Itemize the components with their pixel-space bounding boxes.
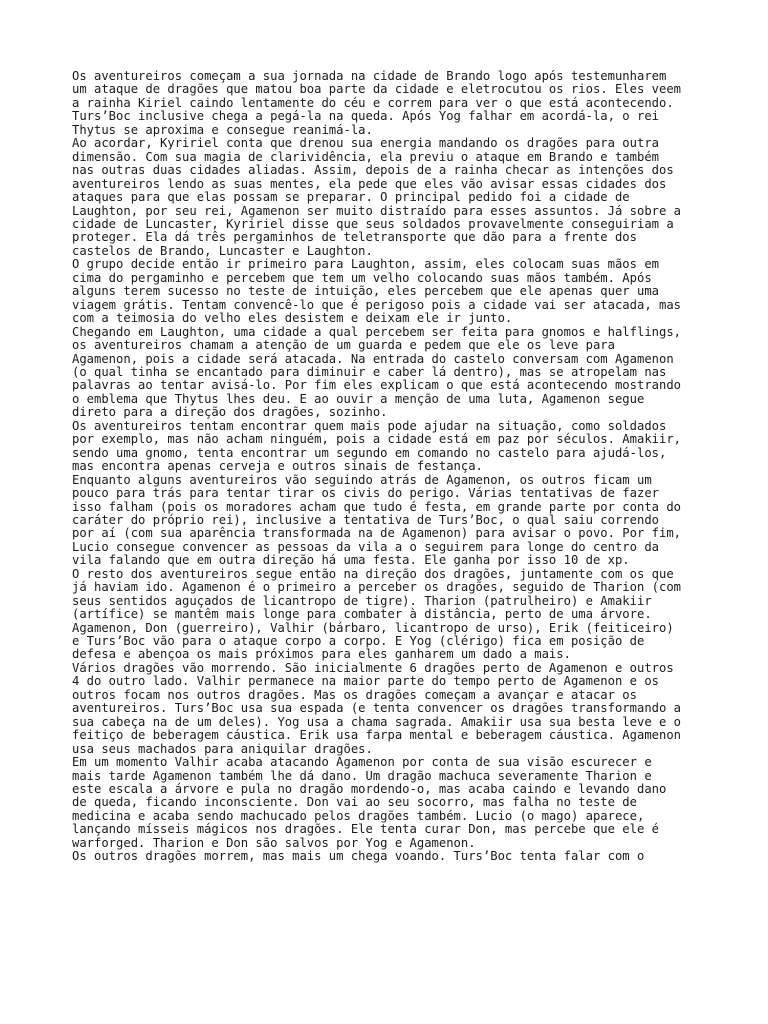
paragraph-6: Enquanto alguns aventureiros vão seguindo atrás de Agamenon, os outros ficam um pouco para trás para tentar tirar os civis do perigo. Várias tentativas de fazer isso falham (pois os moradores acham que tudo é festa, em grande parte por conta do caráter do próprio rei), inclusive a tentativa de Turs’Boc, o qual saiu correndo por aí (com sua aparência transformada na de Agamenon) para avisar o povo. Por fim, Lucio consegue convencer as pessoas da vila a o seguirem para longe do centro da vila falando que em outra direção há uma festa. Ele ganha por isso 10 de xp. <box>72 472 682 568</box>
paragraph-7: O resto dos aventureiros segue então na direção dos dragões, juntamente com os que já haviam ido. Agamenon é o primeiro a perceber os dragões, seguido de Tharion (com seus sentidos aguçados de licantropo de tigre). Tharion (patrulheiro) e Amakiir (artífice) se mantêm mais longe para combater à distância, perto de uma árvore. Agamenon, Don (guerreiro), Valhir (bárbaro, licantropo de urso), Erik (feiticeiro) e Turs’Boc vão para o ataque corpo a corpo. E Yog (clérigo) fica em posição de defesa e abençoa os mais próximos para eles ganharem um dado a mais. <box>72 566 682 662</box>
paragraph-8: Vários dragões vão morrendo. São inicialmente 6 dragões perto de Agamenon e outros 4 do outro lado. Valhir permanece na maior parte do tempo perto de Agamenon e os outros focam nos outros dragões. Mas os dragões começam a avançar e atacar os aventureiros. Turs’Boc usa sua espada (e tenta convencer os dragões transformando a sua cabeça na de um deles). Yog usa a chama sagrada. Amakiir usa sua besta leve e o feitiço de beberagem cáustica. Erik usa farpa mental e beberagem cáustica. Agamenon usa seus machados para aniquilar dragões. <box>72 660 682 756</box>
paragraph-4: Chegando em Laughton, uma cidade a qual percebem ser feita para gnomos e halflings, os aventureiros chamam a atenção de um guarda e pedem que ele os leve para Agamenon, pois a cidade será atacada. Na entrada do castelo conversam com Agamenon (o qual tinha se encantado para diminuir e caber lá dentro), mas se atropelam nas palavras ao tentar avisá-lo. Por fim eles explicam o que está acontecendo mostrando o emblema que Thytus lhes deu. E ao ouvir a menção de uma luta, Agamenon segue direto para a direção dos dragões, sozinho. <box>72 324 682 420</box>
paragraph-2: Ao acordar, Kyririel conta que drenou sua energia mandando os dragões para outra dimensão. Com sua magia de clarividência, ela previu o ataque em Brando e também nas outras duas cidades aliadas. Assim, depois de a rainha checar as intenções dos aventureiros lendo as suas mentes, ela pede que eles vão avisar essas cidades dos ataques para que elas possam se preparar. O principal pedido foi a cidade de Laughton, por seu rei, Agamenon ser muito distraído para esses assuntos. Já sobre a cidade de Luncaster, Kyririel disse que seus soldados provavelmente conseguiriam a proteger. Ela dá três pergaminhos de teletransporte que dão para a frente dos castelos de Brando, Luncaster e Laughton. <box>72 136 682 258</box>
document-page <box>72 70 712 1024</box>
paragraph-9: Em um momento Valhir acaba atacando Agamenon por conta de sua visão escurecer e mais tarde Agamenon também lhe dá dano. Um dragão machuca severamente Tharion e este escala a árvore e pula no dragão mordendo-o, mas acaba caindo e levando dano de queda, ficando inconsciente. Don vai ao seu socorro, mas falha no teste de medicina e acaba sendo machucado pelos dragões também. Lucio (o mago) aparece, lançando mísseis mágicos nos dragões. Ele tenta curar Don, mas percebe que ele é warforged. Tharion e Don são salvos por Yog e Agamenon. <box>72 755 667 850</box>
paragraph-1: Os aventureiros começam a sua jornada na cidade de Brando logo após testemunharem um ataque de dragões que matou boa parte da cidade e eletrocutou os rios. Eles veem a rainha Kiriel caindo lentamente do céu e correm para ver o que está acontecendo. Turs’Boc inclusive chega a pegá-la na queda. Após Yog falhar em acordá-la, o rei Thytus se aproxima e consegue reanimá-la. <box>72 70 682 137</box>
paragraph-10: Os outros dragões morrem, mas mais um chega voando. Turs’Boc tenta falar com o <box>72 849 645 864</box>
paragraph-5: Os aventureiros tentam encontrar quem mais pode ajudar na situação, como soldados por exemplo, mas não acham ninguém, pois a cidade está em paz por séculos. Amakiir, sendo uma gnomo, tenta encontrar um segundo em comando no castelo para ajudá-los, mas encontra apenas cerveja e outros sinais de festança. <box>72 418 682 474</box>
paragraph-3: O grupo decide então ir primeiro para Laughton, assim, eles colocam suas mãos em cima do pergaminho e percebem que tem um velho colocando suas mãos também. Após alguns terem sucesso no teste de intuição, eles percebem que ele apenas quer uma viagem grátis. Tentam convencê-lo que é perigoso pois a cidade vai ser atacada, mas com a teimosia do velho eles desistem e deixam ele ir junto. <box>72 257 682 326</box>
